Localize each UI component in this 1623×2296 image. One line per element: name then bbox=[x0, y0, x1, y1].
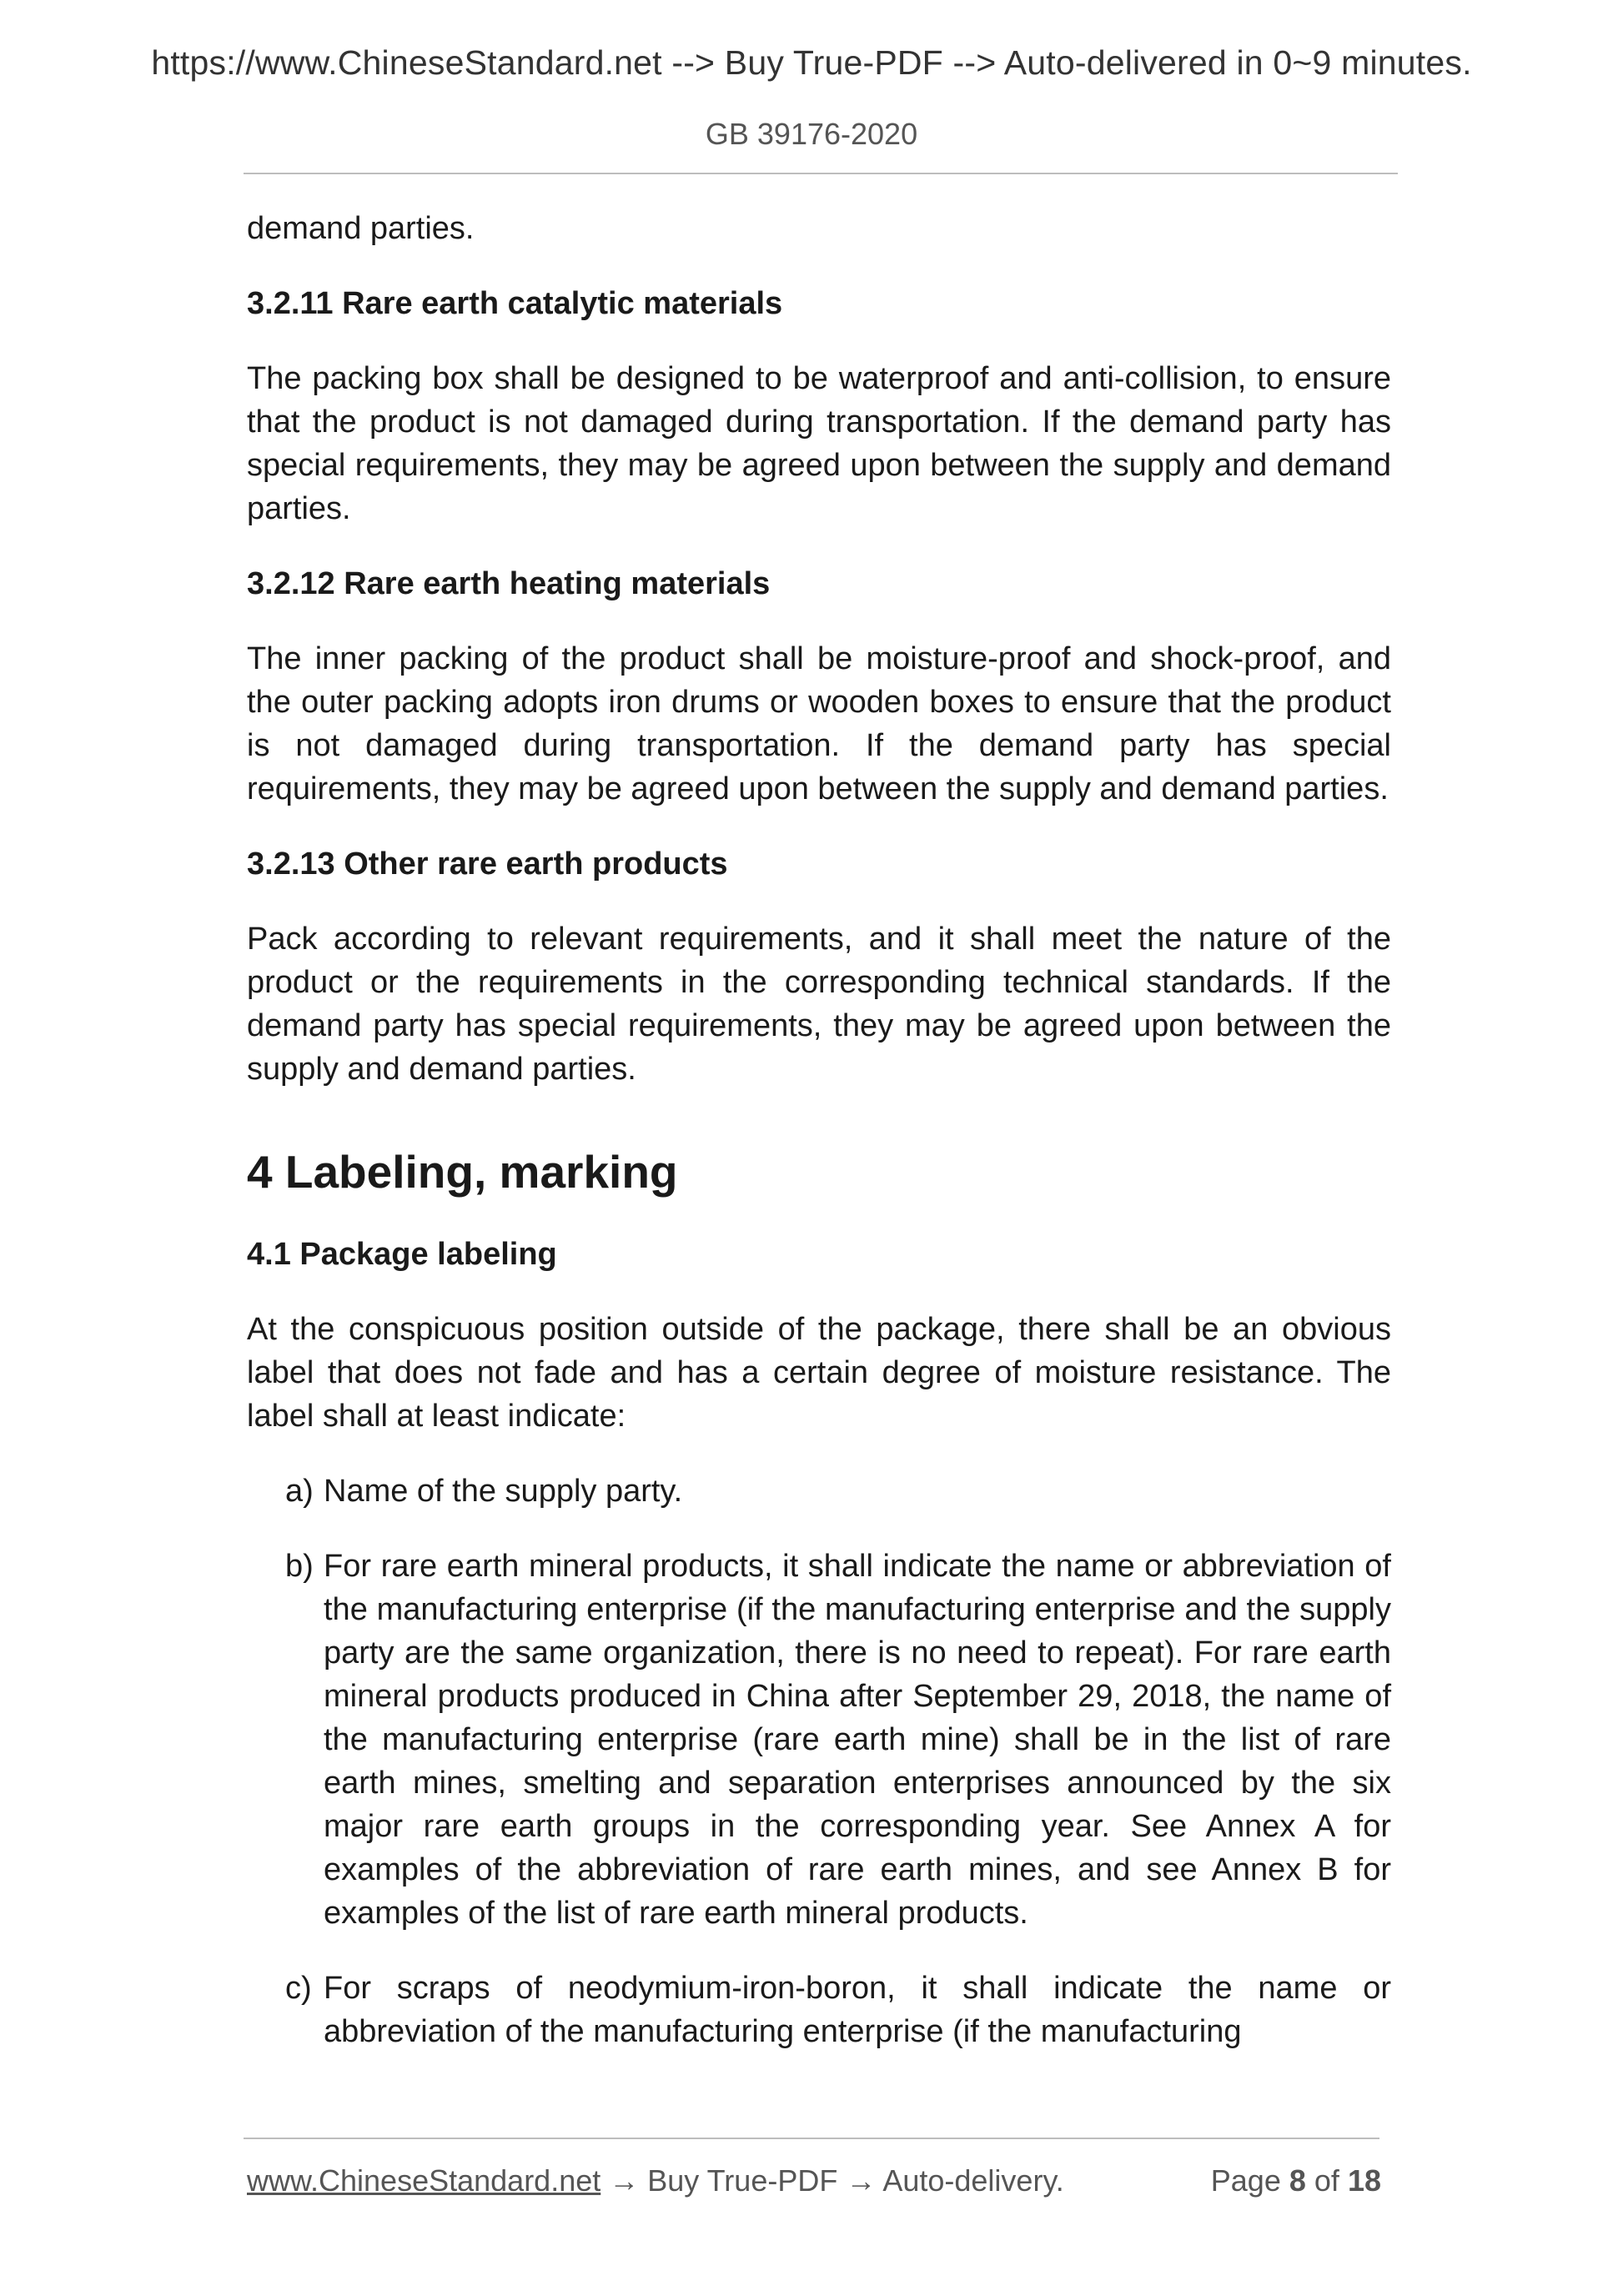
section-3-2-12-text: The inner packing of the product shall be moisture-proof and shock-proof, and the outer packing adopts iron drums or wooden boxes to ensure that the product is not damaged during transportation. If the demand party has special requirements, they may be agreed upon between the supply and demand parties. bbox=[247, 641, 1391, 806]
page-indicator bbox=[1211, 2163, 1381, 2198]
list-item-c bbox=[247, 1967, 1391, 2053]
footer-tail-text: → Buy True-PDF → Auto-delivery. bbox=[609, 2163, 1064, 2198]
site-banner: https://www.ChineseStandard.net --> Buy True-PDF --> Auto-delivered in 0~9 minutes. bbox=[151, 43, 1472, 82]
list-item-text: For rare earth mineral products, it shall indicate the name or abbreviation of the manufacturing enterprise (if the manufacturing enterprise and the supply party are the same organization, there is no need to repeat). For rare earth mineral products produced in China after September 29, 2018, the name of the manufacturing enterprise (rare earth mine) shall be in the list of rare earth mines, smelting and separation enterprises announced by the six major rare earth groups in the corresponding year. See Annex A for examples of the abbreviation of rare earth mines, and see Annex B for examples of the list of rare earth mineral products. bbox=[324, 1549, 1391, 1931]
site-link[interactable]: www.ChineseStandard.net bbox=[247, 2163, 601, 2198]
standard-code: GB 39176-2020 bbox=[705, 117, 918, 151]
section-4-heading: 4 Labeling, marking bbox=[247, 1146, 678, 1198]
section-3-2-13-text: Pack according to relevant requirements, and it shall meet the nature of the product or the requirements in the corresponding technical standards. If the demand party has special requirements, they may be agreed upon between the supply and demand parties. bbox=[247, 922, 1391, 1087]
of-word: of bbox=[1314, 2163, 1339, 2198]
list-marker: c) bbox=[285, 1971, 312, 2006]
footer-divider bbox=[244, 2138, 1379, 2139]
section-3-2-12-heading: 3.2.12 Rare earth heating materials bbox=[247, 566, 771, 601]
continued-paragraph: demand parties. bbox=[247, 211, 475, 246]
section-4-1-intro: At the conspicuous position outside of the package, there shall be an obvious label that does not fade and has a certain degree of moisture resistance. The label shall at least indicate: bbox=[247, 1312, 1391, 1434]
section-3-2-11-heading: 3.2.11 Rare earth catalytic materials bbox=[247, 286, 783, 321]
list-marker: a) bbox=[285, 1474, 314, 1509]
list-item-text: Name of the supply party. bbox=[324, 1474, 683, 1509]
list-item-a bbox=[247, 1470, 1391, 1513]
list-item-text: For scraps of neodymium-iron-boron, it shall indicate the name or abbreviation of the manufacturing enterprise (if the manufacturing bbox=[324, 1971, 1391, 2049]
page-number: 8 bbox=[1289, 2163, 1306, 2198]
section-3-2-11-text: The packing box shall be designed to be waterproof and anti-collision, to ensure that the product is not damaged during transportation. If the demand party has special requirements, they may be agreed upon between the supply and demand parties. bbox=[247, 361, 1391, 526]
document-body bbox=[247, 207, 1391, 2053]
list-item-b bbox=[247, 1545, 1391, 1935]
header-divider bbox=[244, 173, 1398, 174]
section-3-2-13-heading: 3.2.13 Other rare earth products bbox=[247, 847, 728, 882]
page-word: Page bbox=[1210, 2163, 1281, 2198]
page-total: 18 bbox=[1347, 2163, 1381, 2198]
list-marker: b) bbox=[285, 1549, 314, 1584]
section-4-1-heading: 4.1 Package labeling bbox=[247, 1237, 557, 1272]
footer-promo bbox=[247, 2163, 1064, 2198]
